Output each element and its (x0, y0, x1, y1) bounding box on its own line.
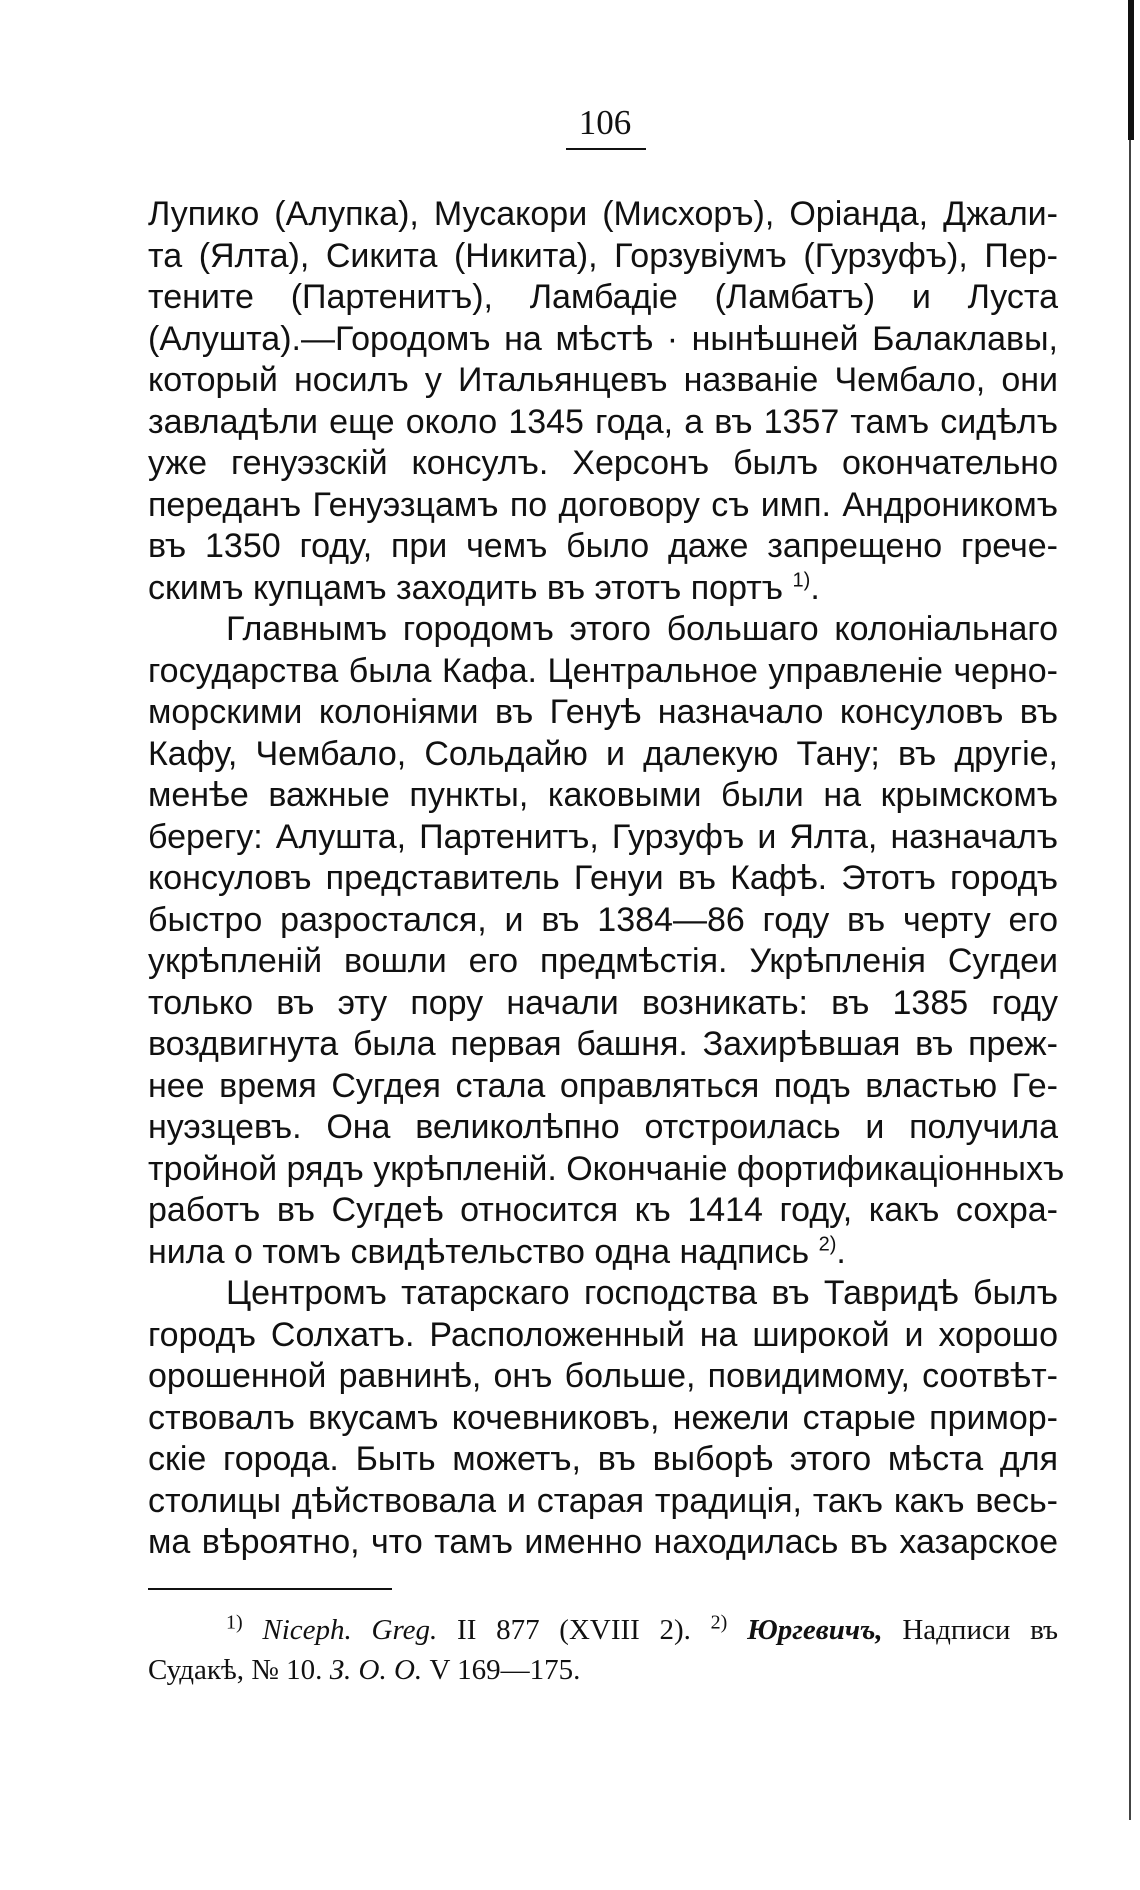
text-line: ма вѣроятно, что тамъ именно находилась въ хазарское (148, 1523, 1058, 1561)
footnote-title: Надписи въ (902, 1614, 1059, 1646)
text-line: тройной рядъ укрѣпленій. Окончаніе фортификаціонныхъ (148, 1149, 1065, 1188)
text-line: морскими колоніями въ Генуѣ назначало консуловъ въ (148, 693, 1058, 731)
text-line: орошенной равнинѣ, онъ больше, повидимому, соотвѣт- (148, 1357, 1058, 1395)
text-line: который носилъ у Итальянцевъ названіе Чембало, они (148, 361, 1058, 399)
text-line: городъ Солхатъ. Расположенный на широкой и хорошо (148, 1315, 1058, 1354)
paragraph-2 (148, 609, 1065, 1273)
text-line: столицы дѣйствовала и старая традиція, такъ какъ весь- (148, 1481, 1058, 1520)
text-line: менѣе важные пункты, каковыми были на крымскомъ (148, 776, 1058, 814)
footnote-ref-1: 1) (792, 569, 811, 592)
text-line: работъ въ Сугдеѣ относится къ 1414 году, какъ сохра- (148, 1191, 1058, 1229)
text-line: воздвигнута была первая башня. Захирѣвшая въ преж- (148, 1025, 1058, 1063)
body-text (148, 194, 1065, 1564)
footnote-reference: II 877 (XVIII 2). (457, 1614, 691, 1646)
paragraph-1 (148, 194, 1058, 609)
text-line: Главнымъ городомъ этого большаго колоніальнаго (226, 610, 1058, 648)
paragraph-3 (148, 1273, 1058, 1564)
footnote-journal: З. О. О. (329, 1654, 423, 1686)
footnote-author: Юргевичъ, (747, 1614, 883, 1646)
text-line: Центромъ татарскаго господства въ Тавридѣ былъ (226, 1274, 1058, 1312)
text-line: нее время Сугдея стала оправляться подъ властью Ге- (148, 1066, 1058, 1105)
text-line (148, 1232, 1058, 1274)
footnote-divider (148, 1588, 392, 1590)
footnote-continuation: Судакѣ, № 10. (148, 1654, 323, 1686)
sentence-end: . (810, 568, 820, 607)
footnote-marker-2: 2) (710, 1611, 728, 1634)
text-line: въ 1350 году, при чемъ было даже запрещено грече- (148, 527, 1058, 565)
text-line: только въ эту пору начали возникать: въ 1385 году (148, 983, 1058, 1022)
text-line: та (Ялта), Сикита (Никита), Горзувіумъ (Гурзуфъ), Пер- (148, 236, 1058, 275)
text-line-content: скимъ купцамъ заходить въ этотъ портъ (148, 568, 784, 607)
text-line: завладѣли еще около 1345 года, а въ 1357 тамъ сидѣлъ (148, 402, 1058, 441)
footnote-marker-1: 1) (226, 1611, 243, 1634)
footnotes (148, 1610, 1058, 1690)
text-line: (Алушта).—Городомъ на мѣстѣ · нынѣшней Балаклавы, (148, 319, 1058, 358)
page-number-underline (566, 148, 646, 150)
text-line: укрѣпленій вошли его предмѣстія. Укрѣпленія Сугдеи (148, 942, 1058, 980)
sentence-end: . (836, 1232, 846, 1271)
text-line: государства была Кафа. Центральное управленіе черно- (148, 651, 1058, 690)
footnote-ref-2: 2) (818, 1233, 837, 1256)
text-line: ствовалъ вкусамъ кочевниковъ, нежели старые примор- (148, 1398, 1058, 1437)
text-line: нуэзцевъ. Она великолѣпно отстроилась и получила (148, 1108, 1058, 1146)
footnote-reference: V 169—175. (429, 1654, 581, 1686)
footnote-source: Niceph. Greg. (262, 1614, 438, 1646)
footnote-line (148, 1650, 1058, 1690)
text-line: берегу: Алушта, Партенитъ, Гурзуфъ и Ялта, назначалъ (148, 817, 1058, 856)
text-line: скіе города. Быть можетъ, въ выборѣ этого мѣста для (148, 1440, 1058, 1478)
text-line: консуловъ представитель Генуи въ Кафѣ. Этотъ городъ (148, 859, 1058, 897)
footnote-line (148, 1610, 1058, 1650)
text-line: быстро разростался, и въ 1384—86 году въ черту его (148, 900, 1058, 939)
text-line: уже генуэзскій консулъ. Херсонъ былъ окончательно (148, 444, 1058, 482)
text-line: Кафу, Чембало, Сольдайю и далекую Тану; въ другіе, (148, 734, 1058, 773)
page-edge-line (1129, 140, 1131, 1820)
page-number: 106 (578, 103, 632, 142)
text-line (148, 568, 1058, 610)
text-line: Лупико (Алупка), Мусакори (Мисхоръ), Оріанда, Джали- (148, 195, 1058, 233)
text-line: переданъ Генуэзцамъ по договору съ имп. Андроникомъ (148, 485, 1058, 524)
text-line-content: нила о томъ свидѣтельство одна надпись (148, 1232, 810, 1271)
text-line: тените (Партенитъ), Ламбадіе (Ламбатъ) и Луста (148, 278, 1058, 316)
